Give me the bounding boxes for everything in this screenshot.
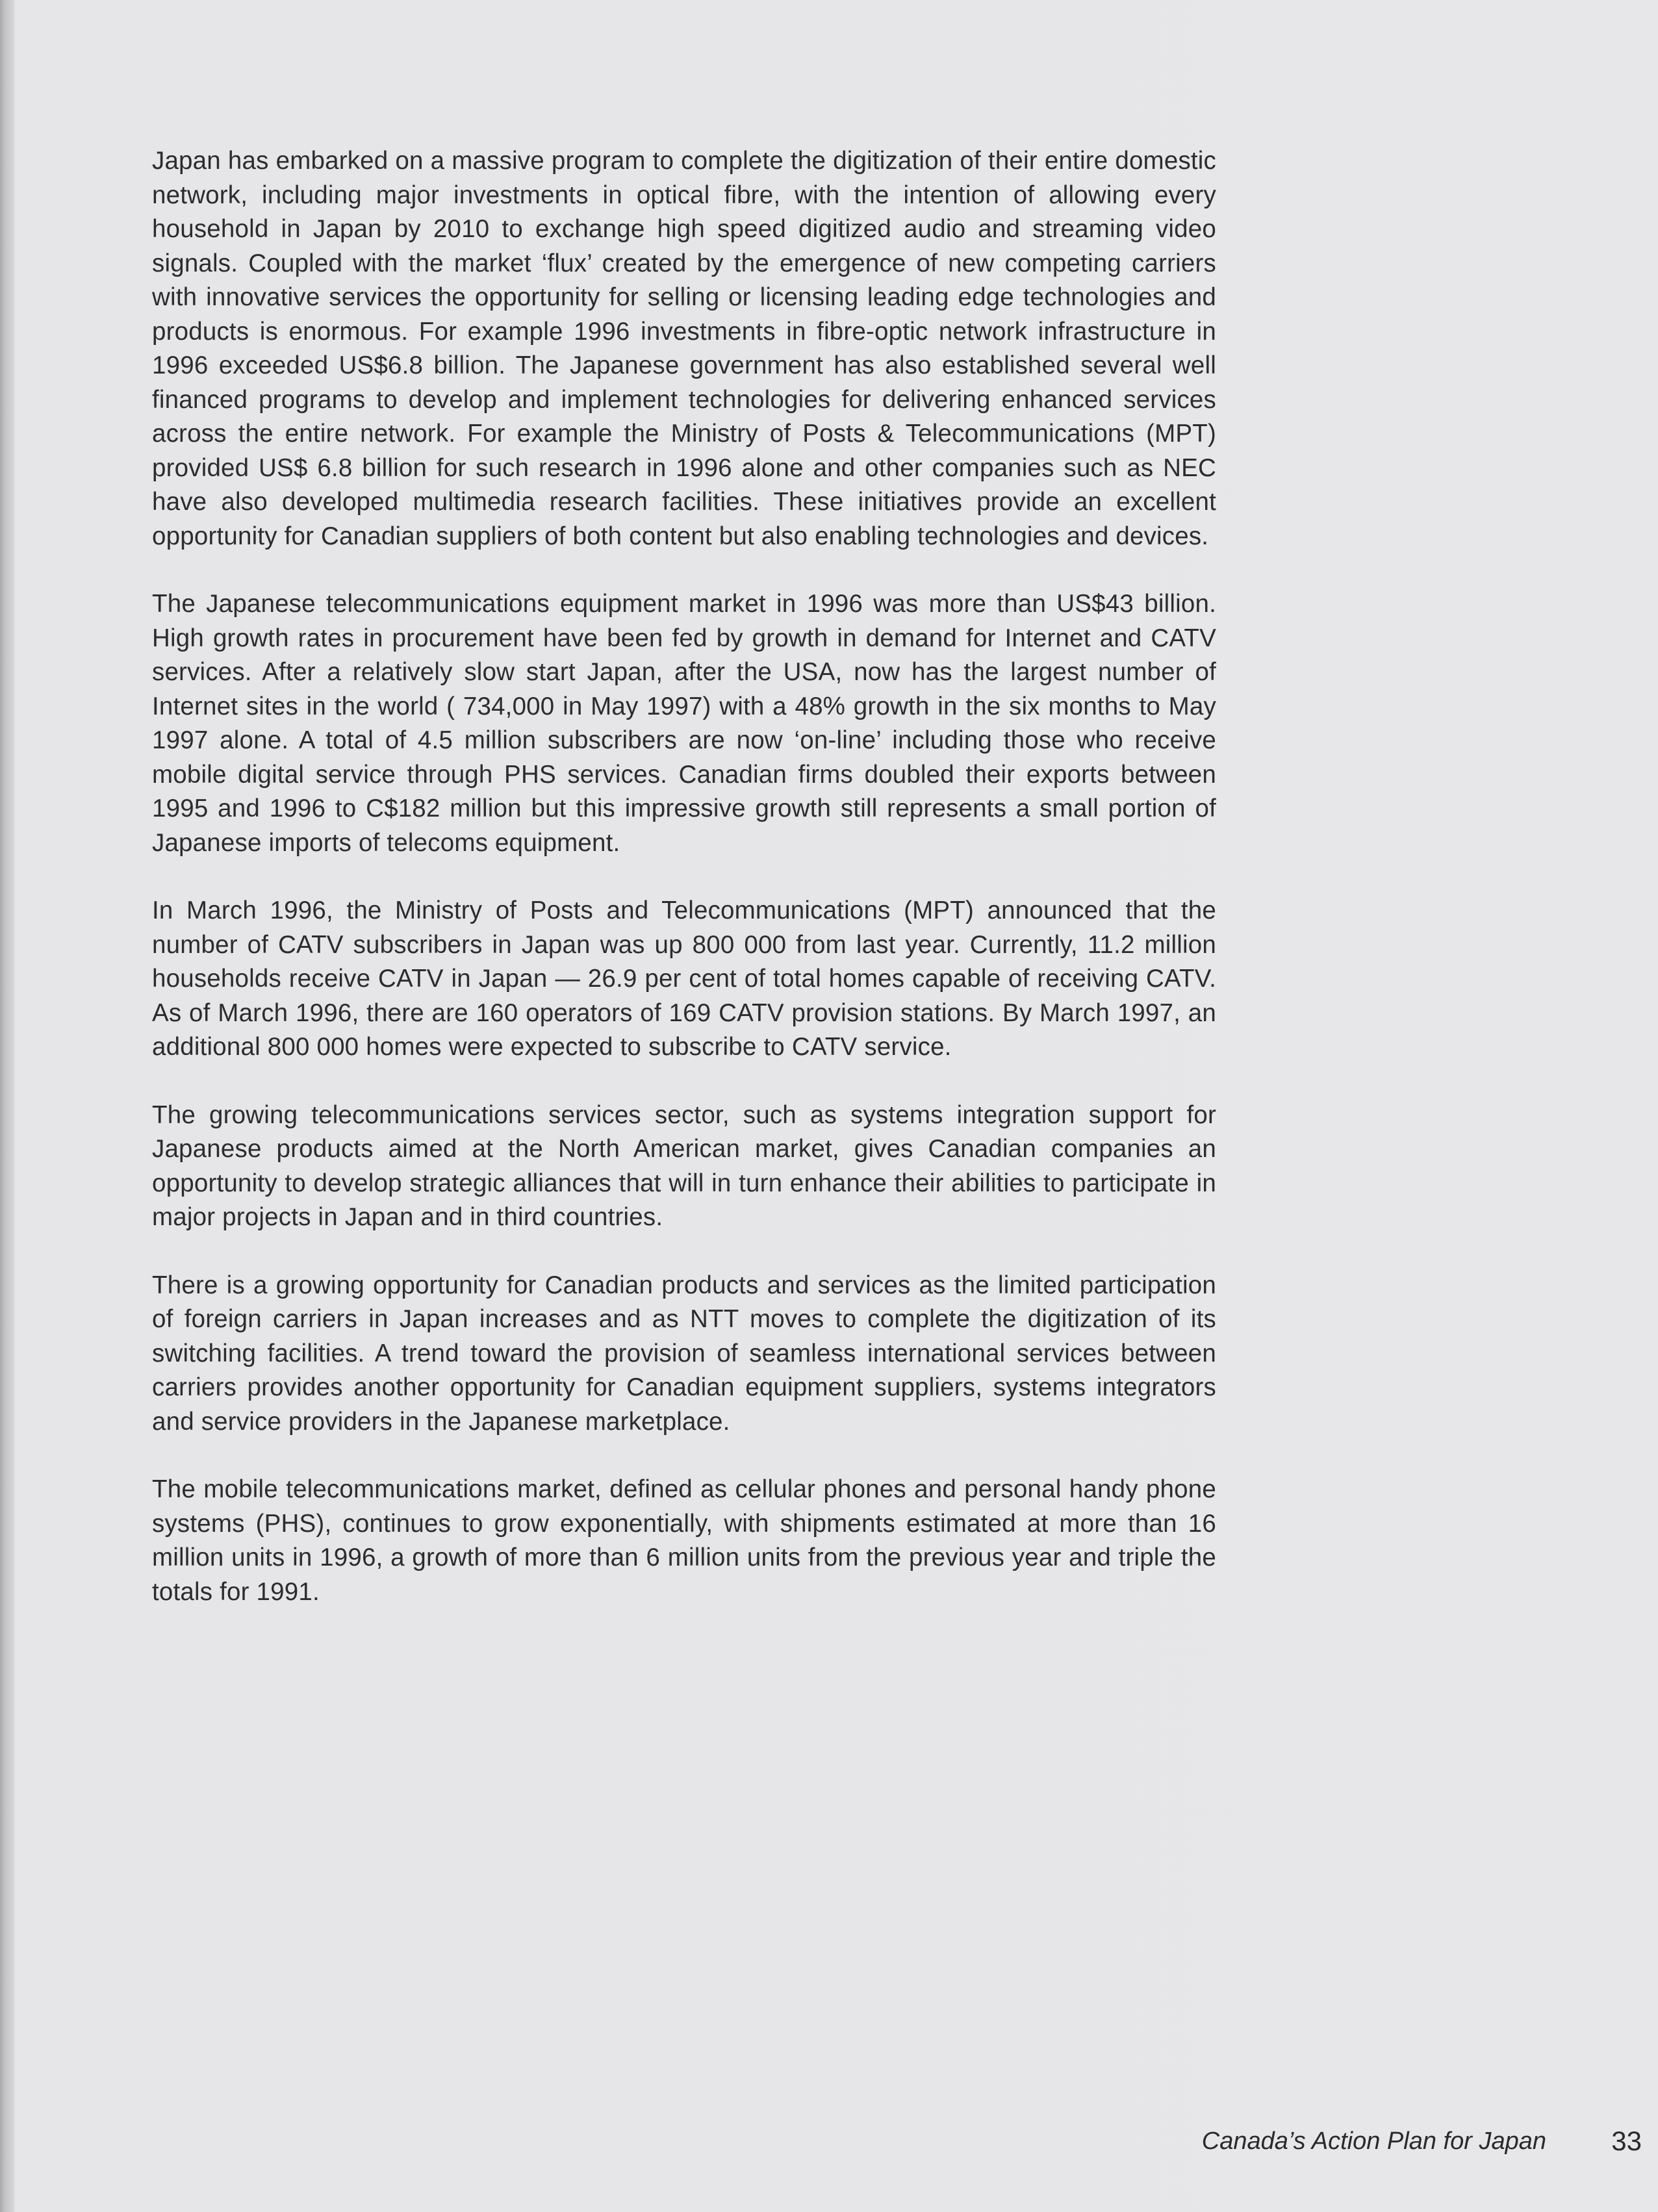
paragraph-digitization: Japan has embarked on a massive program to complete the digitization of their entire domestic network, including major investments in optical fibre, with the intention of allowing every household in Japan by 2010 to exchange high speed digitized audio and streaming video signals. Coupled with the market ‘flux’ created by the emergence of new competing carriers with innovative services the opportunity for selling or licensing leading edge technologies and products is enormous. For example 1996 investments in fibre-optic network infrastructure in 1996 exceeded US$6.8 billion. The Japanese government has also established several well financed programs to develop and implement technologies for delivering enhanced services across the entire network. For example the Ministry of Posts & Telecommunications (MPT) provided US$ 6.8 billion for such research in 1996 alone and other companies such as NEC have also developed multimedia research facilities. These initiatives provide an excellent opportunity for Canadian suppliers of both content but also enabling technologies and devices.: [152, 147, 1216, 550]
body-text: [152, 144, 1216, 1643]
paragraph-catv: In March 1996, the Ministry of Posts and Telecommunications (MPT) announced that the number of CATV subscribers in Japan was up 800 000 from last year. Currently, 11.2 million households receive CATV in Japan — 26.9 per cent of total homes capable of receiving CATV. As of March 1996, there are 160 operators of 169 CATV provision stations. By March 1997, an additional 800 000 homes were expected to subscribe to CATV service.: [152, 896, 1216, 1061]
paragraph-services-sector: The growing telecommunications services sector, such as systems integration support for Japanese products aimed at the North American market, gives Canadian companies an opportunity to develop strategic alliances that will in turn enhance their abilities to participate in major projects in Japan and in third countries.: [152, 1100, 1216, 1231]
page-number: 33: [1611, 2126, 1642, 2156]
paragraph-foreign-carriers: There is a growing opportunity for Canadian products and services as the limited participation of foreign carriers in Japan increases and as NTT moves to complete the digitization of its switching facilities. A trend toward the provision of seamless international services between carriers provides another opportunity for Canadian equipment suppliers, systems integrators and service providers in the Japanese marketplace.: [152, 1271, 1216, 1436]
page-binding-edge: [0, 0, 14, 2212]
paragraph-equipment-market: The Japanese telecommunications equipment market in 1996 was more than US$43 billion. High growth rates in procurement have been fed by growth in demand for Internet and CATV services. After a relatively slow start Japan, after the USA, now has the largest number of Internet sites in the world ( 734,000 in May 1997) with a 48% growth in the six months to May 1997 alone. A total of 4.5 million subscribers are now ‘on-line’ including those who receive mobile digital service through PHS services. Canadian firms doubled their exports between 1995 and 1996 to C$182 million but this impressive growth still represents a small portion of Japanese imports of telecoms equipment.: [152, 590, 1216, 857]
running-footer-title: Canada’s Action Plan for Japan: [1201, 2128, 1546, 2155]
page-footer: [0, 2123, 1658, 2162]
paragraph-mobile-market: The mobile telecommunications market, defined as cellular phones and personal handy phone systems (PHS), continues to grow exponentially, with shipments estimated at more than 16 million units in 1996, a growth of more than 6 million units from the previous year and triple the totals for 1991.: [152, 1475, 1216, 1606]
